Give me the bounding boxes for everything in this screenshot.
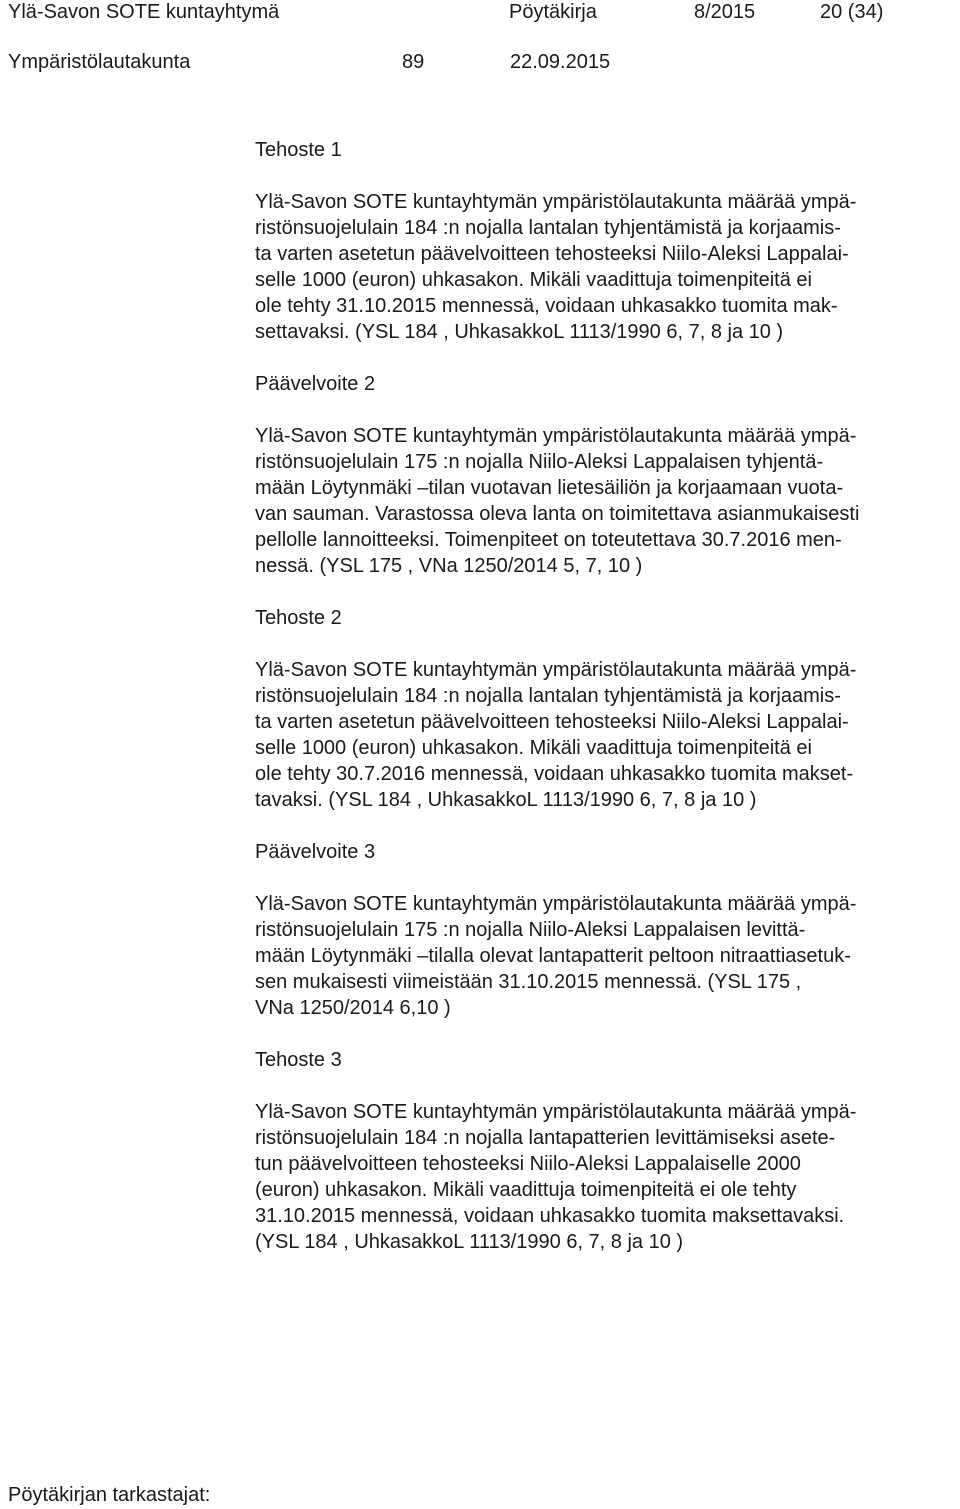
paragraph-line: Ylä-Savon SOTE kuntayhtymän ympäristölautakunta määrää ympä- [255,191,857,213]
paragraph-line: selle 1000 (euron) uhkasakon. Mikäli vaadittuja toimenpiteitä ei [255,737,812,759]
paragraph-line: (euron) uhkasakon. Mikäli vaadittuja toimenpiteitä ei ole tehty [255,1179,797,1201]
paragraph-line: ristönsuojelulain 184 :n nojalla lantapatterien levittämiseksi asete- [255,1127,836,1149]
header-date: 22.09.2015 [510,51,611,73]
header-document-type: Pöytäkirja [509,1,597,23]
paragraph-line: selle 1000 (euron) uhkasakon. Mikäli vaadittuja toimenpiteitä ei [255,269,812,291]
paragraph-line: van sauman. Varastossa oleva lanta on toimitettava asianmukaisesti [255,503,860,525]
paragraph-line: (YSL 184 , UhkasakkoL 1113/1990 6, 7, 8 ja 10 ) [255,1231,684,1253]
paragraph-line: ta varten asetetun päävelvoitteen tehosteeksi Niilo-Aleksi Lappalai- [255,711,849,733]
paragraph-line: VNa 1250/2014 6,10 ) [255,997,451,1019]
header-document-number: 8/2015 [694,1,756,23]
paragraph-line: 31.10.2015 mennessä, voidaan uhkasakko tuomita maksettavaksi. [255,1205,845,1227]
section-heading-tehoste-1: Tehoste 1 [255,139,342,161]
paragraph-line: pellolle lannoitteeksi. Toimenpiteet on toteutettava 30.7.2016 men- [255,529,842,551]
section-paragraph-tehoste-3 [255,1099,955,1255]
section-heading-paavelvoite-3: Päävelvoite 3 [255,841,376,863]
header-board: Ympäristölautakunta [8,51,191,73]
paragraph-line: ta varten asetetun päävelvoitteen tehosteeksi Niilo-Aleksi Lappalai- [255,243,849,265]
footer-reviewers-label: Pöytäkirjan tarkastajat: [8,1484,211,1506]
paragraph-line: nessä. (YSL 175 , VNa 1250/2014 5, 7, 10 ) [255,555,643,577]
paragraph-line: ole tehty 31.10.2015 mennessä, voidaan uhkasakko tuomita mak- [255,295,838,317]
section-paragraph-tehoste-1 [255,189,955,345]
paragraph-line: Ylä-Savon SOTE kuntayhtymän ympäristölautakunta määrää ympä- [255,659,857,681]
section-heading-tehoste-2: Tehoste 2 [255,607,342,629]
paragraph-line: Ylä-Savon SOTE kuntayhtymän ympäristölautakunta määrää ympä- [255,425,857,447]
paragraph-line: ristönsuojelulain 184 :n nojalla lantalan tyhjentämistä ja korjaamis- [255,685,841,707]
paragraph-line: ristönsuojelulain 175 :n nojalla Niilo-Aleksi Lappalaisen tyhjentä- [255,451,824,473]
paragraph-line: settavaksi. (YSL 184 , UhkasakkoL 1113/1990 6, 7, 8 ja 10 ) [255,321,784,343]
paragraph-line: ristönsuojelulain 184 :n nojalla lantalan tyhjentämistä ja korjaamis- [255,217,841,239]
paragraph-line: tavaksi. (YSL 184 , UhkasakkoL 1113/1990 6, 7, 8 ja 10 ) [255,789,757,811]
paragraph-line: Ylä-Savon SOTE kuntayhtymän ympäristölautakunta määrää ympä- [255,893,857,915]
paragraph-line: mään Löytynmäki –tilalla olevat lantapatterit peltoon nitraattiasetuk- [255,945,851,967]
header-section-number: 89 [402,51,425,73]
paragraph-line: Ylä-Savon SOTE kuntayhtymän ympäristölautakunta määrää ympä- [255,1101,857,1123]
section-paragraph-paavelvoite-3 [255,891,955,1021]
document-body [255,137,955,1281]
section-paragraph-tehoste-2 [255,657,955,813]
paragraph-line: ole tehty 30.7.2016 mennessä, voidaan uhkasakko tuomita makset- [255,763,854,785]
paragraph-line: ristönsuojelulain 175 :n nojalla Niilo-Aleksi Lappalaisen levittä- [255,919,806,941]
section-paragraph-paavelvoite-2 [255,423,955,579]
section-heading-paavelvoite-2: Päävelvoite 2 [255,373,376,395]
header-page-number: 20 (34) [820,1,884,23]
header-organization: Ylä-Savon SOTE kuntayhtymä [8,1,280,23]
paragraph-line: tun päävelvoitteen tehosteeksi Niilo-Aleksi Lappalaiselle 2000 [255,1153,801,1175]
paragraph-line: sen mukaisesti viimeistään 31.10.2015 mennessä. (YSL 175 , [255,971,802,993]
section-heading-tehoste-3: Tehoste 3 [255,1049,342,1071]
paragraph-line: mään Löytynmäki –tilan vuotavan lietesäiliön ja korjaamaan vuota- [255,477,844,499]
